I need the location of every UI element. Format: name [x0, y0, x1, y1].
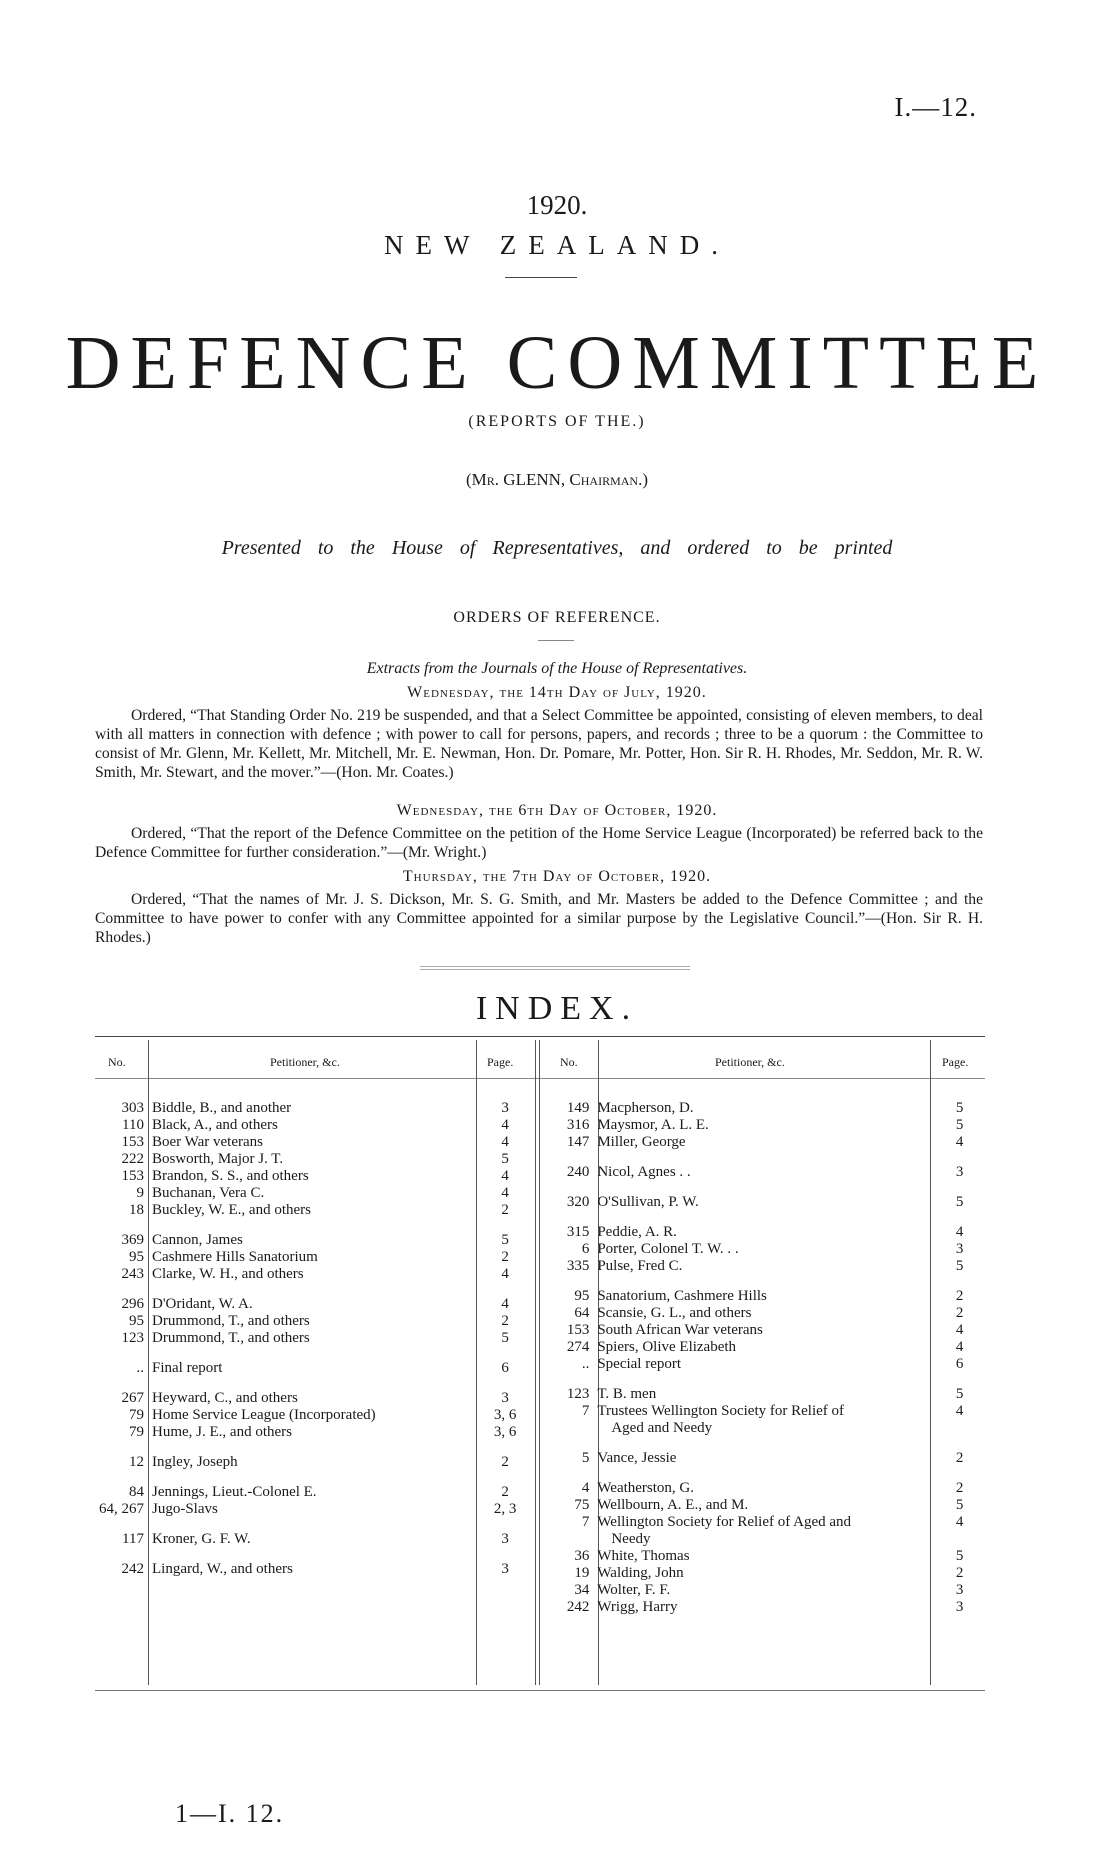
index-petitioner: Wrigg, Harry — [597, 1599, 678, 1615]
index-page — [475, 1219, 535, 1232]
index-no — [95, 1441, 148, 1454]
index-no — [95, 1347, 148, 1360]
index-petitioner: Boer War veterans — [152, 1134, 263, 1150]
index-petitioner: Jennings, Lieut.-Colonel E. — [152, 1484, 317, 1500]
index-page — [475, 1471, 535, 1484]
index-row — [95, 1100, 535, 1117]
index-row — [540, 1194, 985, 1211]
index-petitioner — [148, 1548, 475, 1561]
index-page: 3 — [955, 1582, 964, 1598]
index-petitioner: Special report — [597, 1356, 682, 1372]
index-no: 243 — [121, 1266, 144, 1282]
index-no: 123 — [566, 1386, 590, 1402]
index-petitioner: Sanatorium, Cashmere Hills — [597, 1288, 767, 1304]
index-no: 4 — [581, 1480, 590, 1496]
index-no — [540, 1181, 593, 1194]
index-no: 95 — [129, 1249, 144, 1265]
index-row — [540, 1181, 985, 1194]
index-no: 315 — [566, 1224, 590, 1240]
index-row — [95, 1360, 535, 1377]
index-no: .. — [581, 1356, 590, 1372]
orders-heading: ORDERS OF REFERENCE. — [453, 609, 661, 626]
index-row — [540, 1339, 985, 1356]
index-row — [540, 1211, 985, 1224]
order-date: Wednesday, the 14th Day of July, 1920. — [407, 684, 707, 701]
index-petitioner: Trustees Wellington Society for Relief of — [597, 1403, 845, 1419]
index-petitioner: Cannon, James — [152, 1232, 243, 1248]
index-petitioner — [148, 1219, 475, 1232]
section-divider — [420, 969, 690, 970]
index-page: 5 — [501, 1330, 509, 1346]
index-page: 4 — [955, 1224, 964, 1240]
index-no: 149 — [566, 1100, 590, 1116]
index-page — [475, 1518, 535, 1531]
index-no: 64, 267 — [99, 1501, 144, 1517]
column-divider — [535, 1040, 536, 1685]
index-petitioner: Wellington Society for Relief of Aged and — [597, 1514, 852, 1530]
index-petitioner: South African War veterans — [597, 1322, 763, 1338]
index-petitioner: Home Service League (Incorporated) — [152, 1407, 376, 1423]
index-page: 4 — [501, 1168, 509, 1184]
index-row — [540, 1356, 985, 1373]
index-petitioner: Final report — [152, 1360, 223, 1376]
index-page — [934, 1437, 985, 1450]
index-row — [95, 1347, 535, 1360]
order-paragraph: Ordered, “That Standing Order No. 219 be suspended, and that a Select Committee be appointed, consisting of eleven members, to deal with all matters in connection with defence ; with power to call for persons, papers, and records ; three to be a quorum : the Committee to consist of Mr. Glenn, Mr. Kellett, Mr. Mitchell, Mr. E. Newman, Hon. Dr. Pomare, Mr. Potter, Hon. Sir R. H. Rhodes, Mr. Seddon, Mr. R. W. Smith, Mr. Stewart, and the mover.”—(Hon. Mr. Coates.) — [95, 707, 983, 781]
index-row — [540, 1450, 985, 1467]
index-page: 4 — [955, 1134, 964, 1150]
index-page: 2 — [501, 1454, 509, 1470]
index-page: 2 — [501, 1202, 509, 1218]
index-page: 2 — [955, 1305, 964, 1321]
index-page: 6 — [501, 1360, 509, 1376]
index-page: 3, 6 — [493, 1424, 517, 1440]
index-no — [95, 1518, 148, 1531]
index-row — [95, 1407, 535, 1424]
index-page: 2, 3 — [493, 1501, 517, 1517]
index-page — [475, 1283, 535, 1296]
index-no: 18 — [129, 1202, 144, 1218]
index-petitioner — [593, 1275, 934, 1288]
index-petitioner: Miller, George — [597, 1134, 686, 1150]
index-petitioner: Biddle, B., and another — [152, 1100, 292, 1116]
index-petitioner: Cashmere Hills Sanatorium — [152, 1249, 318, 1265]
index-row — [95, 1168, 535, 1185]
index-petitioner: Spiers, Olive Elizabeth — [597, 1339, 737, 1355]
title-divider — [505, 277, 577, 278]
index-row — [540, 1565, 985, 1582]
index-petitioner — [148, 1518, 475, 1531]
index-page: 4 — [501, 1134, 509, 1150]
index-row — [95, 1202, 535, 1219]
index-petitioner — [593, 1181, 934, 1194]
index-row — [540, 1151, 985, 1164]
index-row — [540, 1599, 985, 1616]
index-no: 147 — [566, 1134, 590, 1150]
index-no: 320 — [566, 1194, 590, 1210]
index-petitioner: Pulse, Fred C. — [597, 1258, 683, 1274]
index-no: 242 — [121, 1561, 144, 1577]
col-header-no: No. — [108, 1055, 126, 1069]
index-row — [540, 1322, 985, 1339]
index-page: 5 — [501, 1232, 509, 1248]
index-page: 2 — [955, 1565, 964, 1581]
index-page — [934, 1181, 985, 1194]
index-row — [540, 1373, 985, 1386]
index-no — [95, 1219, 148, 1232]
index-no: 75 — [574, 1497, 590, 1513]
index-no — [95, 1548, 148, 1561]
index-petitioner: Porter, Colonel T. W. . . — [597, 1241, 739, 1257]
index-no — [540, 1437, 593, 1450]
order-paragraph: Ordered, “That the report of the Defence Committee on the petition of the Home Service League (Incorporated) be referred back to the Defence Committee for further consideration.”—(Mr. Wright.) — [95, 825, 983, 861]
index-page: 5 — [955, 1194, 964, 1210]
index-row — [95, 1266, 535, 1283]
index-row — [95, 1471, 535, 1484]
index-page: 4 — [501, 1266, 509, 1282]
index-page: 4 — [955, 1514, 964, 1530]
index-no: 222 — [121, 1151, 144, 1167]
index-petitioner: Clarke, W. H., and others — [152, 1266, 304, 1282]
index-page: 4 — [501, 1296, 509, 1312]
order-paragraph: Ordered, “That the names of Mr. J. S. Dickson, Mr. S. G. Smith, and Mr. Masters be added to the Defence Committee ; and the Committee to have power to confer with any Committee appointed for a similar purpose by the Legislative Council.”—(Hon. Sir R. H. Rhodes.) — [95, 891, 983, 946]
index-row — [95, 1117, 535, 1134]
index-no: 153 — [566, 1322, 590, 1338]
index-no: 36 — [574, 1548, 590, 1564]
index-no: 303 — [121, 1100, 144, 1116]
index-no — [540, 1373, 593, 1386]
index-page: 3 — [955, 1241, 964, 1257]
country: NEW ZEALAND. — [384, 230, 730, 260]
index-row — [95, 1134, 535, 1151]
chairman: (Mr. GLENN, Chairman.) — [466, 470, 648, 489]
index-page — [475, 1548, 535, 1561]
index-petitioner: Maysmor, A. L. E. — [597, 1117, 709, 1133]
index-petitioner: Peddie, A. R. — [597, 1224, 677, 1240]
index-row — [540, 1514, 985, 1531]
index-no: 7 — [581, 1514, 590, 1530]
index-row — [95, 1548, 535, 1561]
index-row — [95, 1185, 535, 1202]
index-petitioner: Lingard, W., and others — [152, 1561, 293, 1577]
index-bottom-rule — [95, 1690, 985, 1691]
index-page — [934, 1531, 985, 1548]
index-row — [540, 1258, 985, 1275]
index-petitioner — [148, 1283, 475, 1296]
index-no: 153 — [121, 1134, 144, 1150]
index-no — [540, 1531, 593, 1548]
index-petitioner — [593, 1151, 934, 1164]
index-petitioner: Black, A., and others — [152, 1117, 278, 1133]
index-page: 2 — [955, 1450, 964, 1466]
index-no: 316 — [566, 1117, 590, 1133]
index-row — [540, 1117, 985, 1134]
order-date: Thursday, the 7th Day of October, 1920. — [402, 868, 712, 885]
index-petitioner: Jugo-Slavs — [152, 1501, 218, 1517]
index-petitioner: D'Oridant, W. A. — [152, 1296, 253, 1312]
index-header-rule — [95, 1078, 985, 1079]
index-petitioner: O'Sullivan, P. W. — [597, 1194, 699, 1210]
index-page — [934, 1211, 985, 1224]
index-petitioner: Scansie, G. L., and others — [597, 1305, 752, 1321]
index-page: 5 — [955, 1386, 964, 1402]
index-no: 117 — [122, 1531, 144, 1547]
index-petitioner: Drummond, T., and others — [152, 1313, 310, 1329]
index-no: 369 — [121, 1232, 144, 1248]
index-page: 3 — [501, 1100, 509, 1116]
index-page — [934, 1467, 985, 1480]
order-date: Wednesday, the 6th Day of October, 1920. — [396, 802, 718, 819]
index-no — [540, 1275, 593, 1288]
index-table-right — [540, 1100, 985, 1616]
index-page: 5 — [955, 1117, 964, 1133]
index-row — [540, 1134, 985, 1151]
index-petitioner: Weatherston, G. — [597, 1480, 695, 1496]
index-page: 4 — [955, 1339, 964, 1355]
index-table-left — [95, 1100, 535, 1578]
index-row — [540, 1531, 985, 1548]
index-page: 5 — [955, 1258, 964, 1274]
index-petitioner: Walding, John — [597, 1565, 684, 1581]
index-row — [540, 1480, 985, 1497]
index-petitioner: T. B. men — [597, 1386, 657, 1402]
index-row — [95, 1484, 535, 1501]
index-row — [95, 1501, 535, 1518]
index-no: 153 — [121, 1168, 144, 1184]
index-row — [540, 1386, 985, 1403]
subtitle: (REPORTS OF THE.) — [468, 413, 646, 430]
index-petitioner: Macpherson, D. — [597, 1100, 694, 1116]
index-no: 296 — [121, 1296, 144, 1312]
index-no: 9 — [136, 1185, 144, 1201]
index-petitioner: Drummond, T., and others — [152, 1330, 310, 1346]
index-row — [540, 1164, 985, 1181]
index-page: 4 — [501, 1117, 509, 1133]
index-no — [540, 1467, 593, 1480]
index-page — [475, 1377, 535, 1390]
index-row — [540, 1275, 985, 1288]
col-header-petitioner: Petitioner, &c. — [270, 1055, 340, 1069]
index-row — [95, 1249, 535, 1266]
index-petitioner: Buckley, W. E., and others — [152, 1202, 312, 1218]
index-page: 6 — [955, 1356, 964, 1372]
col-header-no: No. — [560, 1055, 578, 1069]
index-page — [475, 1441, 535, 1454]
index-no: 79 — [129, 1407, 144, 1423]
page-title: DEFENCE COMMITTEE — [65, 321, 1049, 405]
index-row — [95, 1424, 535, 1441]
index-row — [540, 1403, 985, 1420]
index-page: 3 — [955, 1164, 964, 1180]
col-header-petitioner: Petitioner, &c. — [715, 1055, 785, 1069]
index-page — [934, 1373, 985, 1386]
index-no: 335 — [566, 1258, 590, 1274]
index-no — [540, 1151, 593, 1164]
index-row — [540, 1548, 985, 1565]
index-row — [540, 1437, 985, 1450]
index-row — [95, 1390, 535, 1407]
index-row — [95, 1219, 535, 1232]
index-petitioner — [148, 1377, 475, 1390]
year: 1920. — [526, 190, 588, 220]
index-page — [475, 1347, 535, 1360]
section-divider — [420, 966, 690, 967]
index-no — [95, 1283, 148, 1296]
index-no — [540, 1420, 593, 1437]
index-petitioner — [148, 1347, 475, 1360]
index-petitioner — [148, 1441, 475, 1454]
index-row — [540, 1582, 985, 1599]
index-no: 79 — [129, 1424, 144, 1440]
index-row — [95, 1313, 535, 1330]
extracts-line: Extracts from the Journals of the House of Representatives. — [366, 660, 748, 677]
index-row — [540, 1497, 985, 1514]
index-no: 95 — [129, 1313, 144, 1329]
index-row — [95, 1531, 535, 1548]
index-row — [95, 1151, 535, 1168]
index-petitioner: Bosworth, Major J. T. — [152, 1151, 284, 1167]
index-no: 64 — [574, 1305, 590, 1321]
index-row — [540, 1467, 985, 1480]
col-header-page: Page. — [942, 1055, 969, 1069]
index-no — [540, 1211, 593, 1224]
index-no: 274 — [566, 1339, 590, 1355]
index-row — [95, 1330, 535, 1347]
index-page: 4 — [501, 1185, 509, 1201]
index-row — [95, 1283, 535, 1296]
index-page: 4 — [955, 1322, 964, 1338]
index-row — [95, 1454, 535, 1471]
index-petitioner: Kroner, G. F. W. — [152, 1531, 251, 1547]
index-row — [95, 1232, 535, 1249]
index-top-rule — [95, 1036, 985, 1037]
index-petitioner: Wellbourn, A. E., and M. — [597, 1497, 749, 1513]
index-row — [540, 1288, 985, 1305]
index-petitioner: Needy — [611, 1531, 651, 1547]
index-no: 12 — [129, 1454, 144, 1470]
index-petitioner: Hume, J. E., and others — [152, 1424, 292, 1440]
index-page — [934, 1151, 985, 1164]
index-page: 2 — [501, 1484, 509, 1500]
index-no — [95, 1377, 148, 1390]
index-no: 95 — [574, 1288, 590, 1304]
index-page: 3 — [501, 1531, 509, 1547]
document-reference: I.—12. — [894, 92, 977, 122]
index-no: 267 — [121, 1390, 144, 1406]
index-petitioner: Ingley, Joseph — [152, 1454, 238, 1470]
index-petitioner: Buchanan, Vera C. — [152, 1185, 265, 1201]
index-petitioner: Nicol, Agnes . . — [597, 1164, 691, 1180]
col-header-page: Page. — [487, 1055, 514, 1069]
index-page: 2 — [955, 1288, 964, 1304]
index-title: INDEX. — [475, 990, 639, 1027]
index-row — [540, 1305, 985, 1322]
index-no: 5 — [581, 1450, 590, 1466]
index-no: 19 — [574, 1565, 590, 1581]
index-page: 2 — [955, 1480, 964, 1496]
index-page: 5 — [501, 1151, 509, 1167]
index-no: 84 — [129, 1484, 144, 1500]
index-petitioner: Heyward, C., and others — [152, 1390, 298, 1406]
index-page: 5 — [955, 1100, 964, 1116]
index-row — [540, 1100, 985, 1117]
index-row — [95, 1296, 535, 1313]
index-page: 3, 6 — [493, 1407, 517, 1423]
index-no: .. — [136, 1360, 144, 1376]
index-no: 242 — [566, 1599, 590, 1615]
presented-line: Presented to the House of Representatives, and ordered to be printed — [221, 537, 893, 559]
index-no — [95, 1471, 148, 1484]
index-page: 3 — [501, 1390, 509, 1406]
index-row — [95, 1561, 535, 1578]
index-petitioner: Aged and Needy — [611, 1420, 713, 1436]
index-petitioner — [148, 1471, 475, 1484]
index-no: 123 — [121, 1330, 144, 1346]
index-page: 4 — [955, 1403, 964, 1419]
index-page — [934, 1420, 985, 1437]
index-row — [540, 1420, 985, 1437]
index-petitioner: Brandon, S. S., and others — [152, 1168, 309, 1184]
index-petitioner — [593, 1437, 934, 1450]
footer-code: 1—I. 12. — [175, 1799, 285, 1828]
index-page: 3 — [955, 1599, 964, 1615]
index-no: 110 — [122, 1117, 144, 1133]
index-no: 240 — [566, 1164, 590, 1180]
index-page: 2 — [501, 1249, 509, 1265]
index-page: 3 — [501, 1561, 509, 1577]
index-row — [540, 1224, 985, 1241]
index-petitioner — [593, 1373, 934, 1386]
orders-divider — [538, 640, 574, 641]
index-no: 6 — [581, 1241, 590, 1257]
index-petitioner: White, Thomas — [597, 1548, 690, 1564]
index-petitioner — [593, 1467, 934, 1480]
index-row — [95, 1377, 535, 1390]
index-page — [934, 1275, 985, 1288]
index-page: 2 — [501, 1313, 509, 1329]
index-row — [540, 1241, 985, 1258]
index-no: 7 — [581, 1403, 590, 1419]
index-no: 34 — [574, 1582, 590, 1598]
index-page: 5 — [955, 1497, 964, 1513]
index-petitioner: Wolter, F. F. — [597, 1582, 671, 1598]
index-petitioner: Vance, Jessie — [597, 1450, 677, 1466]
index-row — [95, 1518, 535, 1531]
index-page: 5 — [955, 1548, 964, 1564]
index-petitioner — [593, 1211, 934, 1224]
index-row — [95, 1441, 535, 1454]
